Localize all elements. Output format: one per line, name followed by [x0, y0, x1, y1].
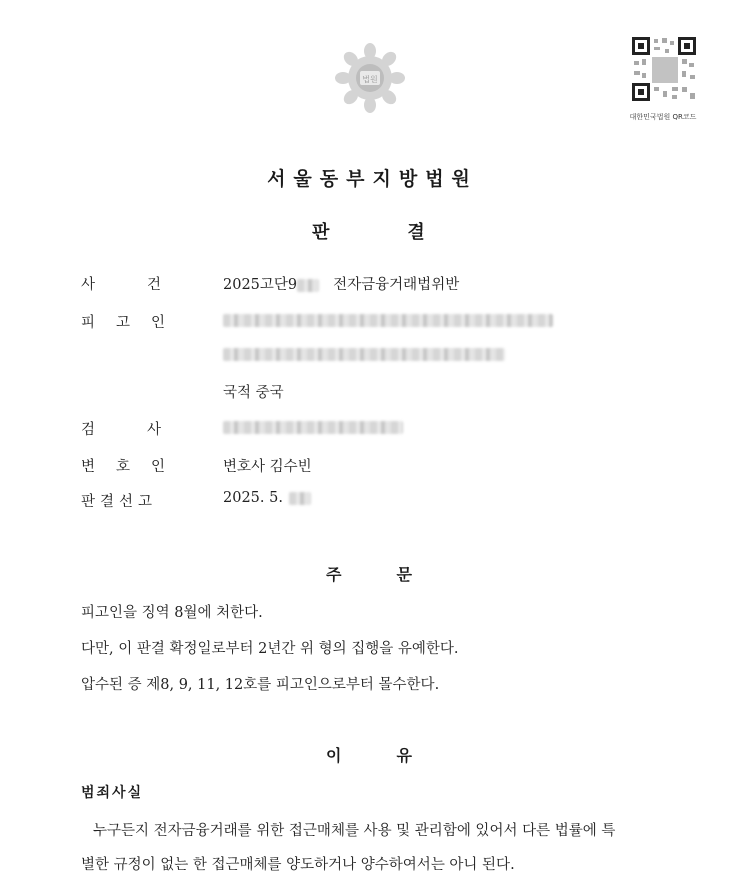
svg-text:법원: 법원 — [362, 75, 378, 84]
prosecutor-value-redacted — [223, 419, 403, 435]
judgment-date-label: 판 결 선 고 — [81, 494, 153, 510]
prosecutor-label: 검 사 — [81, 422, 162, 438]
defendant-label: 피 고 인 — [81, 315, 166, 331]
reasons-line: 별한 규정이 없는 한 접근매체를 양도하거나 양수하여서는 아니 된다. — [81, 857, 515, 873]
case-number: 2025고단9 — [223, 277, 298, 293]
defendant-info-redacted — [223, 312, 553, 328]
qr-code-icon — [630, 35, 698, 103]
order-heading: 주 문 — [326, 565, 412, 584]
qr-caption: 대한민국법원 QR코드 — [629, 113, 697, 121]
court-emblem-icon — [334, 42, 406, 114]
crime-facts-heading: 범죄사실 — [81, 785, 144, 801]
counsel-value: 변호사 김수빈 — [223, 459, 312, 475]
redacted-text — [223, 421, 403, 434]
court-name: 서울동부지방법원 — [267, 168, 478, 190]
case-value — [223, 273, 459, 294]
case-title: 전자금융거래법위반 — [333, 277, 460, 293]
doc-type-char: 결 — [407, 222, 425, 243]
order-line: 피고인을 징역 8월에 처한다. — [81, 605, 263, 621]
redacted-text — [223, 348, 505, 361]
document-type — [312, 218, 425, 244]
counsel-label: 변 호 인 — [81, 459, 166, 475]
defendant-nationality: 국적 중국 — [223, 385, 284, 401]
reasons-heading: 이 유 — [326, 746, 412, 765]
redacted-text — [223, 314, 553, 327]
case-label: 사 건 — [81, 277, 162, 293]
redacted-text — [297, 279, 319, 292]
defendant-address-redacted — [223, 346, 505, 362]
redacted-text — [289, 492, 311, 505]
order-line: 압수된 증 제8, 9, 11, 12호를 피고인으로부터 몰수한다. — [81, 677, 440, 693]
reasons-line: 누구든지 전자금융거래를 위한 접근매체를 사용 및 관리함에 있어서 다른 법률에 특 — [93, 823, 616, 839]
doc-type-char: 판 — [312, 222, 330, 243]
judgment-date-value: 2025. 5. — [223, 490, 311, 506]
order-line: 다만, 이 판결 확정일로부터 2년간 위 형의 집행을 유예한다. — [81, 641, 459, 657]
